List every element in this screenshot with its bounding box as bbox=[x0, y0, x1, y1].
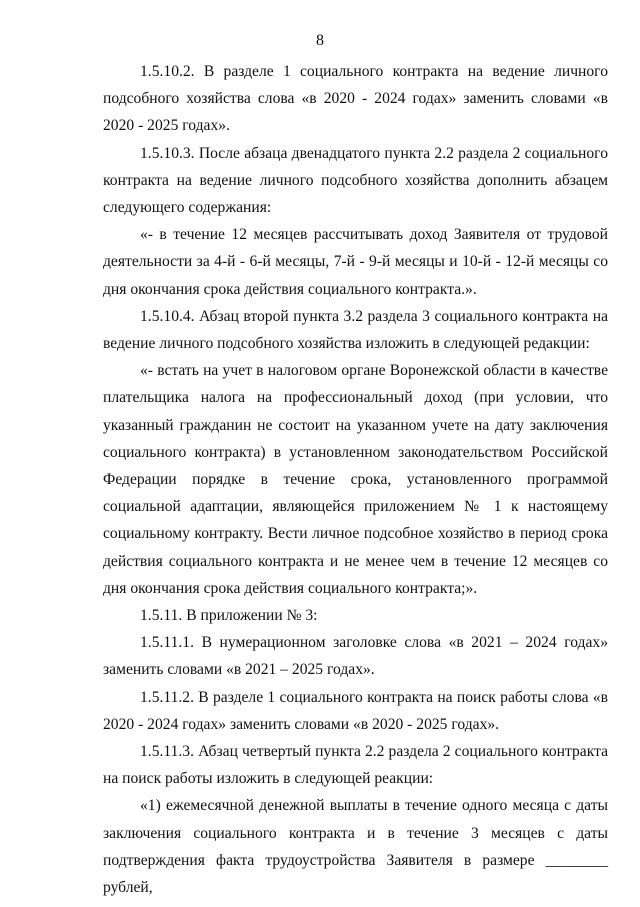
paragraph-1-5-11-3: 1.5.11.3. Абзац четвертый пункта 2.2 раздела 2 социального контракта на поиск работы изложить в следующей реакции: bbox=[103, 743, 608, 788]
paragraph-1-5-10-3: 1.5.10.3. После абзаца двенадцатого пункта 2.2 раздела 2 социального контракта на ведение личного подсобного хозяйства дополнить абзацем следующего содержания: bbox=[103, 144, 608, 217]
paragraph-1-5-10-4: 1.5.10.4. Абзац второй пункта 3.2 раздела 3 социального контракта на ведение личного подсобного хозяйства изложить в следующей редакции: bbox=[103, 307, 608, 353]
paragraph-quote-tax-registration: «- встать на учет в налоговом органе Воронежской области в качестве плательщика налога на профессиональный доход (при условии, что указанный гражданин не состоит на указанном учете на дату заключения социального контракта) в установленном законодательством Российской Федерации порядке в течение срока, установленного программой социальной адаптации, являющейся приложением № 1 к настоящему социальному контракту. Вести личное подсобное хозяйство в период срока действия социального контракта и не менее чем в течение 12 месяцев со дня окончания срока действия социального контракта;». bbox=[103, 362, 608, 597]
paragraph-1-5-10-2: 1.5.10.2. В разделе 1 социального контракта на ведение личного подсобного хозяйства слова «в 2020 - 2024 годах» заменить словами «в 2020 - 2025 годах». bbox=[103, 63, 608, 135]
page-number: 8 bbox=[316, 32, 324, 49]
paragraph-1-5-11-2: 1.5.11.2. В разделе 1 социального контракта на поиск работы слова «в 2020 - 2024 годах» заменить словами «в 2020 - 2025 годах». bbox=[103, 688, 608, 733]
paragraph-1-5-11-1: 1.5.11.1. В нумерационном заголовке слова «в 2021 – 2024 годах» заменить словами «в 2021 – 2025 годах». bbox=[103, 634, 608, 679]
document-body bbox=[103, 58, 608, 901]
paragraph-quote-income: «- в течение 12 месяцев рассчитывать доход Заявителя от трудовой деятельности за 4-й - 6-й месяцы, 7-й - 9-й месяцы и 10-й - 12-й месяцы со дня окончания срока действия социального контракта.». bbox=[103, 226, 608, 298]
paragraph-quote-monthly-payment: «1) ежемесячной денежной выплаты в течение одного месяца с даты заключения социального контракта и в течение 3 месяцев с даты подтверждения факта трудоустройства Заявителя в размере ________ рублей, bbox=[103, 797, 608, 897]
paragraph-1-5-11: 1.5.11. В приложении № 3: bbox=[140, 607, 318, 625]
